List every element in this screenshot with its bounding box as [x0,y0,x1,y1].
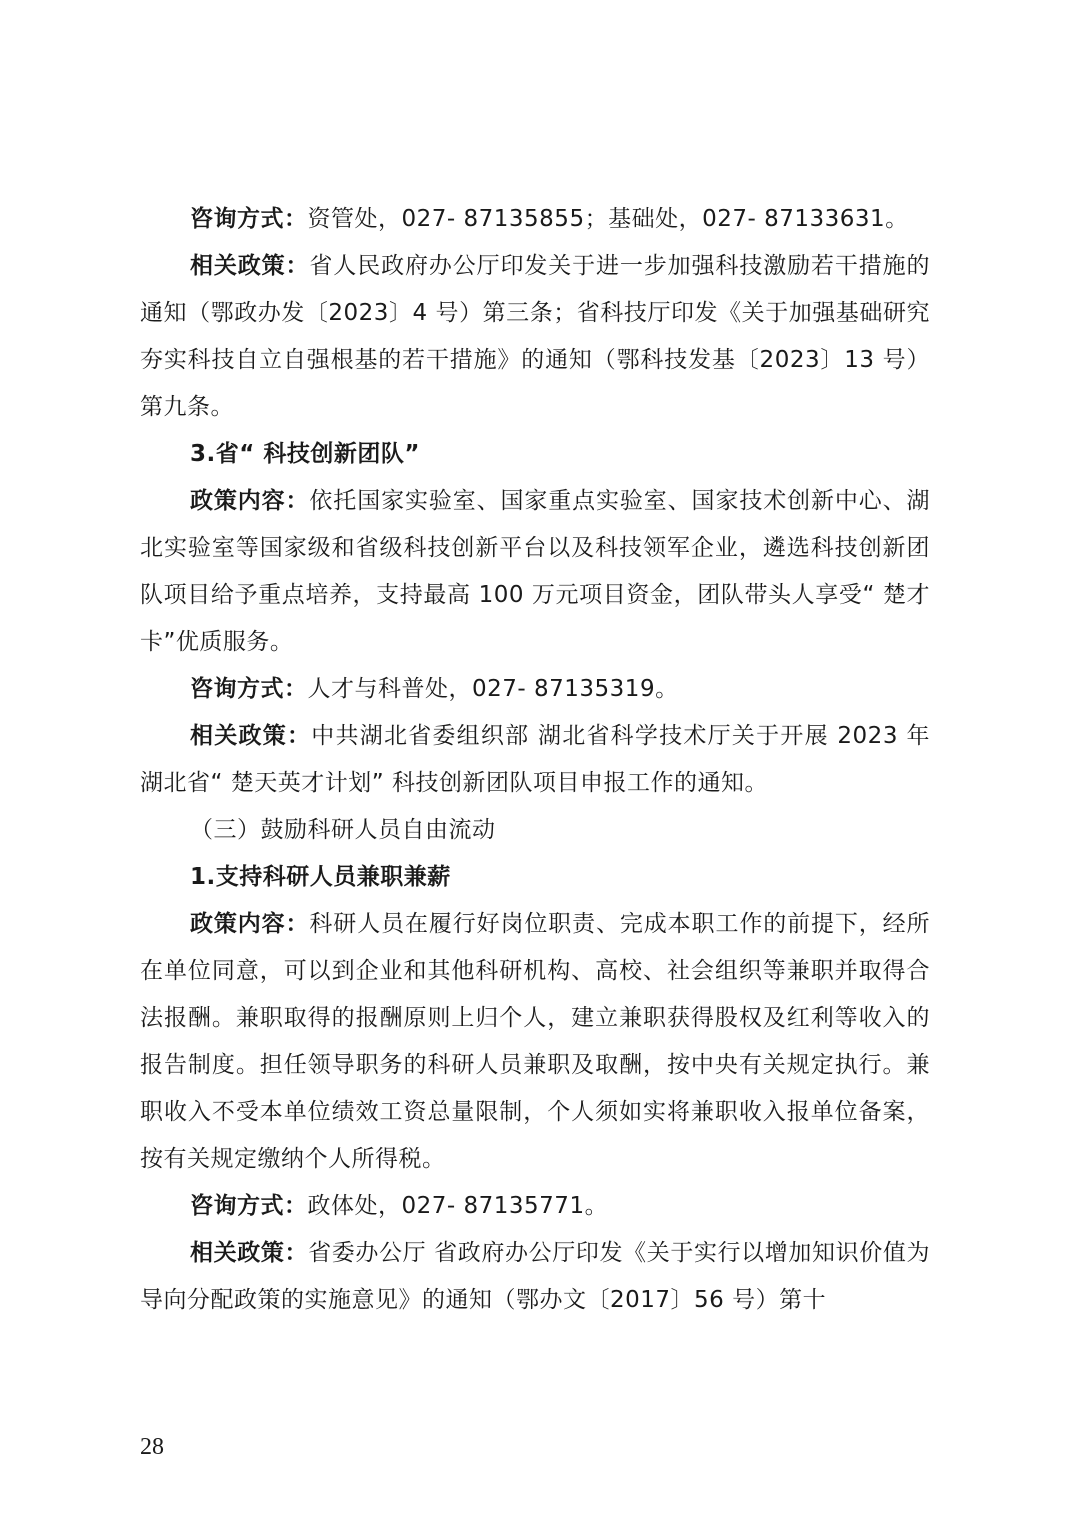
content-label: 政策内容： [190,911,310,937]
related-policy-paragraph-2 [140,713,930,807]
policy-text: 省人民政府办公厅印发关于进一步加强科技激励若干措施的通知（鄂政办发〔2023〕4 号）第三条；省科技厅印发《关于加强基础研究夯实科技自立自强根基的若干措施》的通知（鄂科技发基〔2023〕13 号）第九条。 [140,253,931,420]
consult-text: 人才与科普处，027- 87135319。 [307,676,679,702]
policy-text: 中共湖北省委组织部 湖北省科学技术厅关于开展 2023 年湖北省“ 楚天英才计划” 科技创新团队项目申报工作的通知。 [140,723,931,796]
consult-label: 咨询方式： [190,676,308,702]
policy-label: 相关政策： [190,253,310,279]
consult-label: 咨询方式： [190,1193,308,1219]
policy-label: 相关政策： [190,723,312,749]
consult-text: 政体处，027- 87135771。 [307,1193,609,1219]
section-heading-free-flow: （三）鼓励科研人员自由流动 [190,817,496,843]
content-text: 科研人员在履行好岗位职责、完成本职工作的前提下，经所在单位同意，可以到企业和其他科研机构、高校、社会组织等兼职并取得合法报酬。兼职取得的报酬原则上归个人，建立兼职获得股权及红利等收入的报告制度。担任领导职务的科研人员兼职及取酬，按中央有关规定执行。兼职收入不受本单位绩效工资总量限制，个人须如实将兼职收入报单位备案，按有关规定缴纳个人所得税。 [140,911,931,1172]
page-number: 28 [140,1434,164,1460]
related-policy-paragraph-3 [140,1230,930,1324]
consult-text: 资管处，027- 87135855；基础处，027- 87133631。 [307,206,909,232]
consult-contact-paragraph-3 [140,1183,930,1230]
document-body [140,196,930,1324]
related-policy-paragraph-1 [140,243,930,431]
consult-contact-paragraph-2 [140,666,930,713]
content-label: 政策内容： [190,488,310,514]
content-text: 依托国家实验室、国家重点实验室、国家技术创新中心、湖北实验室等国家级和省级科技创新平台以及科技领军企业，遴选科技创新团队项目给予重点培养，支持最高 100 万元项目资金，团队带头人享受“ 楚才卡”优质服务。 [140,488,931,655]
policy-content-paragraph-1 [140,478,930,666]
consult-label: 咨询方式： [190,206,308,232]
policy-label: 相关政策： [190,1240,309,1266]
item-heading-innovation-team: 3.省“ 科技创新团队” [190,441,420,467]
consult-contact-paragraph-1 [140,196,930,243]
policy-text: 省委办公厅 省政府办公厅印发《关于实行以增加知识价值为导向分配政策的实施意见》的通知（鄂办文〔2017〕56 号）第十 [140,1240,931,1313]
policy-content-paragraph-2 [140,901,930,1183]
item-heading-part-time: 1.支持科研人员兼职兼薪 [190,864,451,890]
